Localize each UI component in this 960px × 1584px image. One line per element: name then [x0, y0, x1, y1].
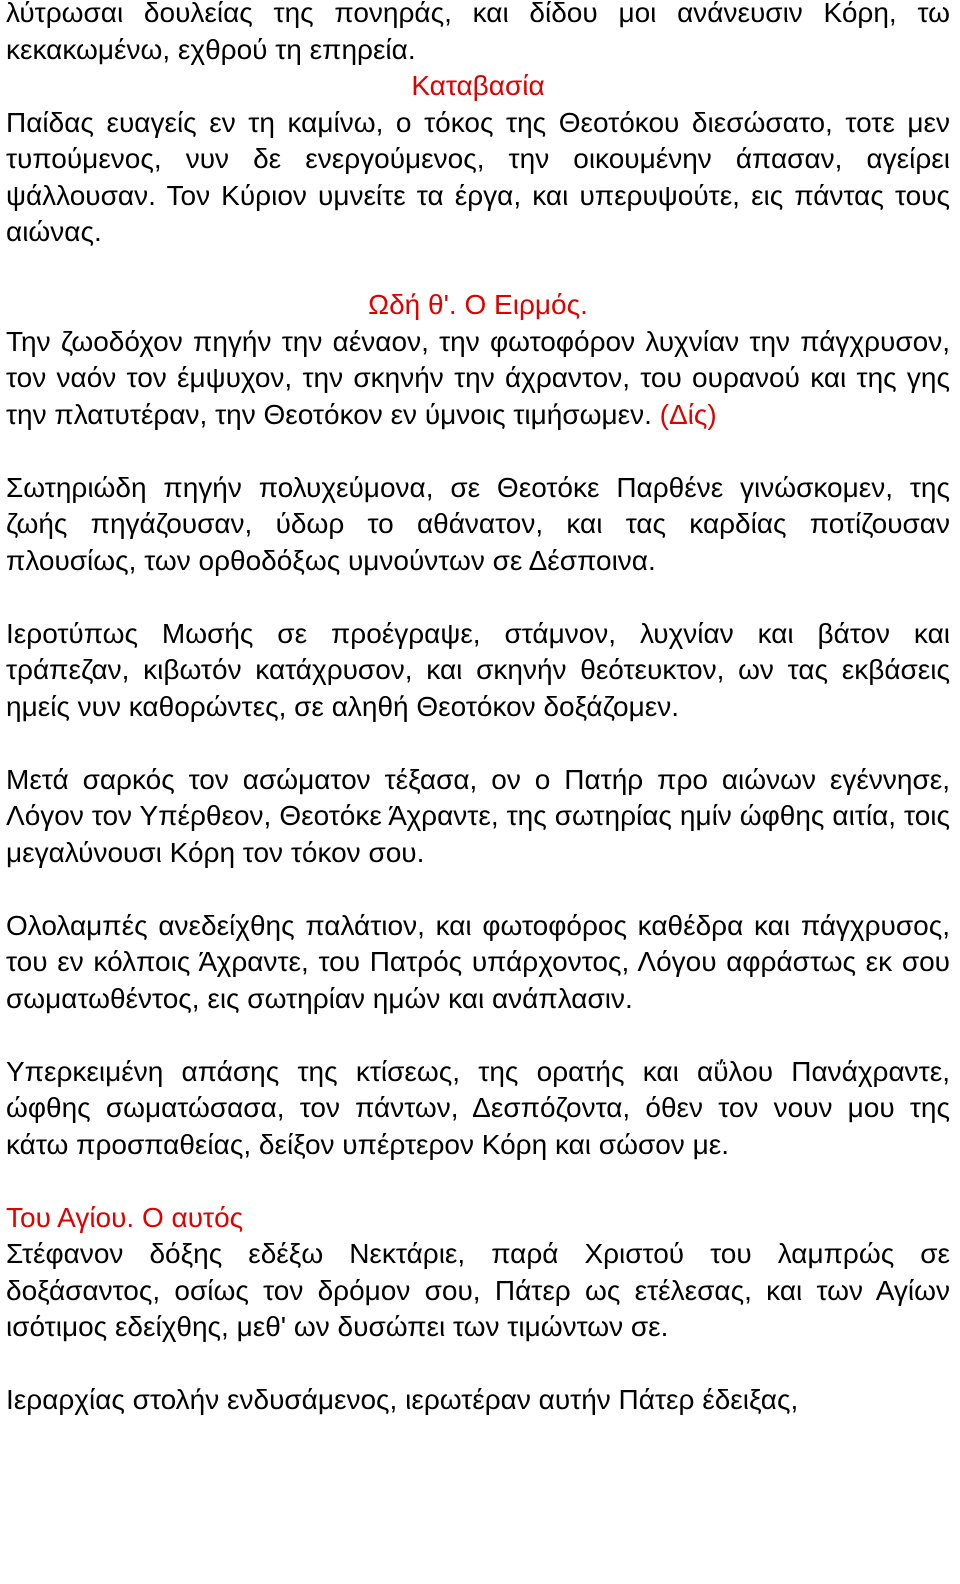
troparion-paragraph: Ιεροτύπως Μωσής σε προέγραψε, στάμνον, λυχνίαν και βάτον και τράπεζαν, κιβωτόν κατάχρυσον, και σκηνήν θεότευκτον, ων τας εκβάσεις ημείς νυν καθορώντες, σε αληθή Θεοτόκον δοξάζομεν.: [6, 617, 950, 722]
intro-paragraph: λύτρωσαι δουλείας της πονηράς, και δίδου μοι ανάνευσιν Κόρη, τω κεκακωμένω, εχθρού τη επηρεία.: [6, 0, 950, 65]
saint-troparion-paragraph: Στέφανον δόξης εδέξω Νεκτάριε, παρά Χριστού του λαμπρώς σε δοξάσαντος, οσίως τον δρόμον σου, Πάτερ ως ετέλεσας, και των Αγίων ισότιμος εδείχθης, μεθ' ων δυσώπει των τιμώντων σε.: [6, 1238, 950, 1342]
troparion-paragraph: Ολολαμπές ανεδείχθης παλάτιον, και φωτοφόρος καθέδρα και πάγχρυσος, του εν κόλποις Άχραντε, του Πατρός υπάρχοντος, Λόγου αφράστως εκ σου σωματωθέντος, εις σωτηρίαν ημών και ανάπλασιν.: [6, 909, 950, 1014]
ode-heading: Ωδή θ'. Ο Ειρμός.: [368, 289, 588, 320]
saint-troparion-paragraph: Ιεραρχίας στολήν ενδυσάμενος, ιερωτέραν αυτήν Πάτερ έδειξας,: [6, 1384, 799, 1415]
troparion-paragraph: Μετά σαρκός τον ασώματον τέξασα, ον ο Πατήρ προ αιώνων εγέννησε, Λόγον τον Υπέρθεον, Θεοτόκε Άχραντε, της σωτηρίας ημίν ώφθης αιτία, τοις μεγαλύνουσι Κόρη τον τόκον σου.: [6, 763, 950, 868]
heirmos-paragraph: [6, 324, 950, 434]
heirmos-repeat-marker: (Δίς): [659, 398, 717, 430]
saint-heading: Του Αγίου. Ο αυτός: [6, 1201, 244, 1233]
troparion-paragraph: Σωτηριώδη πηγήν πολυχεύμονα, σε Θεοτόκε Παρθένε γινώσκομεν, της ζωής πηγάζουσαν, ύδωρ το αθάνατον, και τας καρδίας ποτίζουσαν πλουσίως, των ορθοδόξως υμνούντων σε Δέσποινα.: [6, 471, 950, 576]
heirmos-text: Την ζωοδόχον πηγήν την αέναον, την φωτοφόρον λυχνίαν την πάγχρυσον, τον ναόν τον έμψυχον, την σκηνήν την άχραντον, του ουρανού και της γης την πλατυτέραν, την Θεοτόκον εν ύμνοις τιμήσωμεν.: [6, 325, 950, 430]
troparion-paragraph: Υπερκειμένη απάσης της κτίσεως, της ορατής και αΰλου Πανάχραντε, ώφθης σωματώσασα, τον πάντων, Δεσπόζοντα, όθεν τον νουν μου της κάτω προσπαθείας, δείξον υπέρτερον Κόρη και σώσον με.: [6, 1055, 950, 1160]
katavasia-paragraph: Παίδας ευαγείς εν τη καμίνω, ο τόκος της Θεοτόκου διεσώσατο, τοτε μεν τυπούμενος, νυν δε ενεργούμενος, την οικουμένην άπασαν, αγείρει ψάλλουσαν. Τον Κύριον υμνείτε τα έργα, και υπερυψούτε, εις πάντας τους αιώνας.: [6, 106, 950, 247]
katavasia-heading: Καταβασία: [411, 70, 545, 101]
